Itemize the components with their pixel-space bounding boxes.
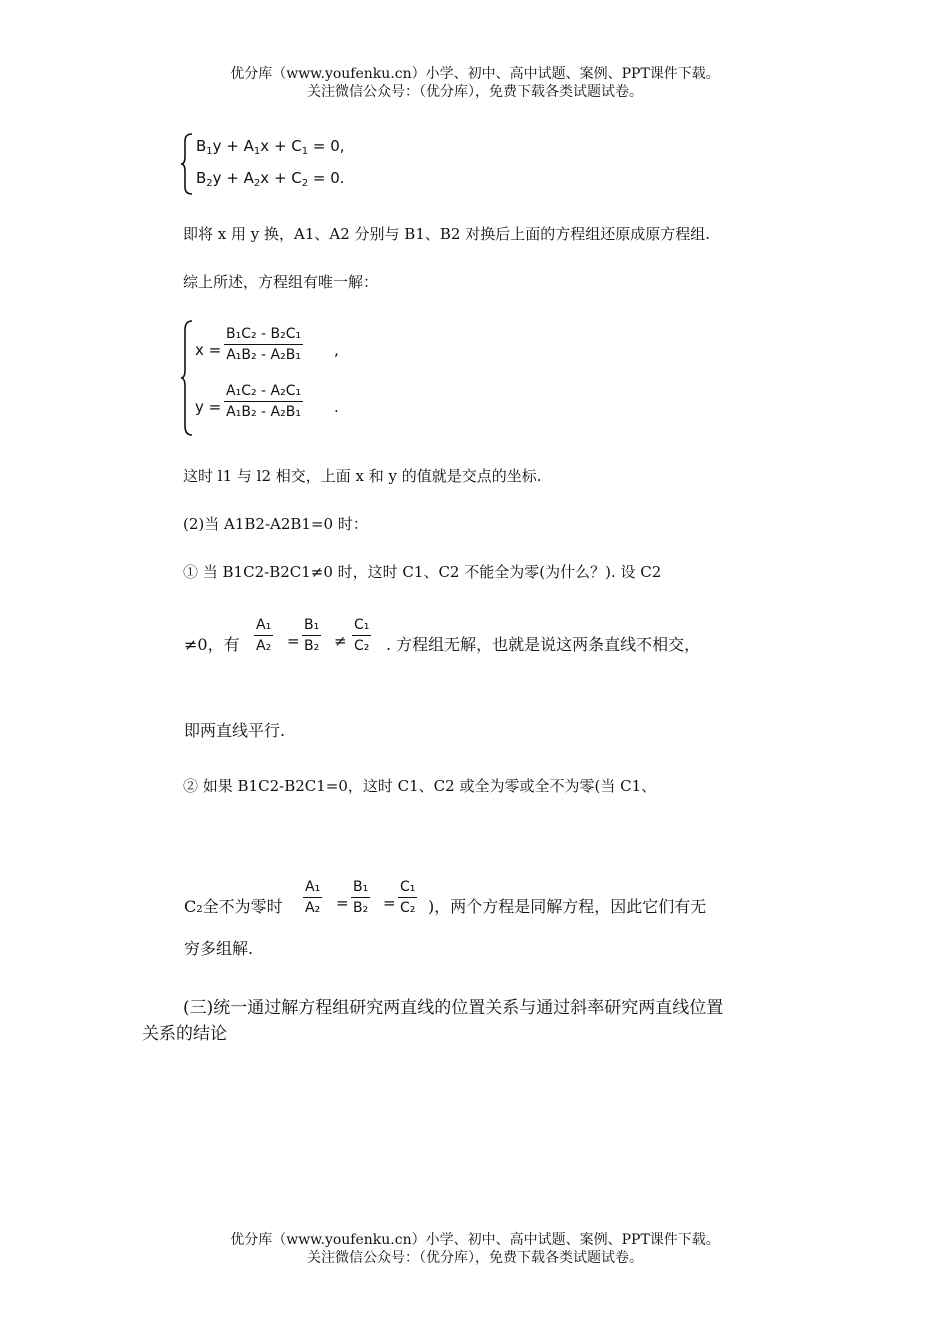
fraction-denominator: C₂ bbox=[400, 900, 416, 916]
case-1-prefix: ≠0，有 bbox=[184, 635, 240, 654]
case-1-fraction-a bbox=[254, 617, 273, 654]
system-1-equation-2: $B_2y + A_2x + C_2 = 0$. bbox=[196, 169, 345, 189]
solution-y-tail: . bbox=[334, 398, 339, 416]
header-line-1: 优分库（www.youfenku.cn）小学、初中、高中试题、案例、PPT课件下载。 bbox=[230, 66, 720, 82]
solution-y-fraction bbox=[224, 383, 303, 420]
fraction-numerator: A₁ bbox=[256, 617, 272, 633]
equals-sign: = bbox=[336, 894, 349, 912]
fraction-bar bbox=[254, 635, 273, 636]
case-1-suffix: . 方程组无解，也就是说这两条直线不相交， bbox=[386, 635, 701, 654]
footer-line-1: 优分库（www.youfenku.cn）小学、初中、高中试题、案例、PPT课件下载。 bbox=[230, 1232, 720, 1248]
solution-x-fraction bbox=[224, 326, 303, 363]
fraction-numerator: C₁ bbox=[400, 879, 416, 895]
case-1-fraction-c bbox=[352, 617, 371, 654]
system-1-equation-1: $B_1y + A_1x + C_1 = 0$, bbox=[196, 137, 345, 157]
section-3-line-1: (三)统一通过解方程组研究两直线的位置关系与通过斜率研究两直线位置 bbox=[183, 998, 724, 1018]
paragraph-summary: 综上所述，方程组有唯一解： bbox=[183, 273, 379, 291]
header-line-2: 关注微信公众号：（优分库），免费下载各类试题试卷。 bbox=[307, 84, 643, 100]
fraction-numerator: C₁ bbox=[354, 617, 370, 633]
fraction-numerator: B₁ bbox=[353, 879, 369, 895]
fraction-bar bbox=[398, 897, 417, 898]
fraction-numerator: A₁ bbox=[305, 879, 321, 895]
fraction-numerator: B₁ bbox=[304, 617, 320, 633]
solution-y-numerator: A₁C₂ - A₂C₁ bbox=[226, 383, 302, 399]
case-2-prefix: C₂全不为零时 bbox=[184, 897, 283, 916]
fraction-bar bbox=[351, 897, 370, 898]
paragraph-case-2-heading: (2)当 A1B2-A2B1=0 时： bbox=[183, 515, 368, 533]
fraction-bar bbox=[303, 897, 322, 898]
left-brace-solution bbox=[180, 320, 194, 436]
footer-line-2: 关注微信公众号：（优分库），免费下载各类试题试卷。 bbox=[307, 1250, 643, 1266]
paragraph-intersect: 这时 l1 与 l2 相交，上面 x 和 y 的值就是交点的坐标. bbox=[183, 467, 542, 485]
left-brace-system-1 bbox=[180, 133, 194, 195]
equals-sign: = bbox=[287, 632, 300, 650]
paragraph-case-2-1: ① 当 B1C2-B2C1≠0 时，这时 C1、C2 不能全为零(为什么？). 设 C2 bbox=[183, 563, 662, 581]
fraction-bar bbox=[224, 344, 303, 345]
case-2-fraction-b bbox=[351, 879, 370, 916]
fraction-bar bbox=[224, 401, 303, 402]
solution-x-lhs: x = bbox=[195, 341, 222, 359]
fraction-denominator: B₂ bbox=[304, 638, 320, 654]
paragraph-case-2-2: ② 如果 B1C2-B2C1=0，这时 C1、C2 或全为零或全不为零(当 C1、 bbox=[183, 777, 657, 795]
paragraph-swap: 即将 x 用 y 换，A1、A2 分别与 B1、B2 对换后上面的方程组还原成原方程组. bbox=[183, 225, 710, 243]
fraction-bar bbox=[302, 635, 321, 636]
equals-sign: = bbox=[383, 894, 396, 912]
case-2-fraction-a bbox=[303, 879, 322, 916]
solution-x-tail: , bbox=[334, 341, 339, 359]
case-1-fraction-b bbox=[302, 617, 321, 654]
solution-x-denominator: A₁B₂ - A₂B₁ bbox=[226, 347, 301, 363]
case-2-fraction-c bbox=[398, 879, 417, 916]
case-2-conclusion: 穷多组解. bbox=[184, 939, 254, 958]
solution-y-denominator: A₁B₂ - A₂B₁ bbox=[226, 404, 301, 420]
case-1-conclusion: 即两直线平行. bbox=[184, 721, 286, 740]
fraction-denominator: A₂ bbox=[305, 900, 321, 916]
fraction-bar bbox=[352, 635, 371, 636]
fraction-denominator: A₂ bbox=[256, 638, 272, 654]
solution-x-numerator: B₁C₂ - B₂C₁ bbox=[226, 326, 302, 342]
fraction-denominator: B₂ bbox=[353, 900, 369, 916]
case-2-suffix: )，两个方程是同解方程，因此它们有无 bbox=[428, 897, 707, 916]
fraction-denominator: C₂ bbox=[354, 638, 370, 654]
not-equal-sign: ≠ bbox=[334, 632, 347, 650]
section-3-line-2: 关系的结论 bbox=[142, 1024, 227, 1044]
solution-y-lhs: y = bbox=[195, 398, 222, 416]
